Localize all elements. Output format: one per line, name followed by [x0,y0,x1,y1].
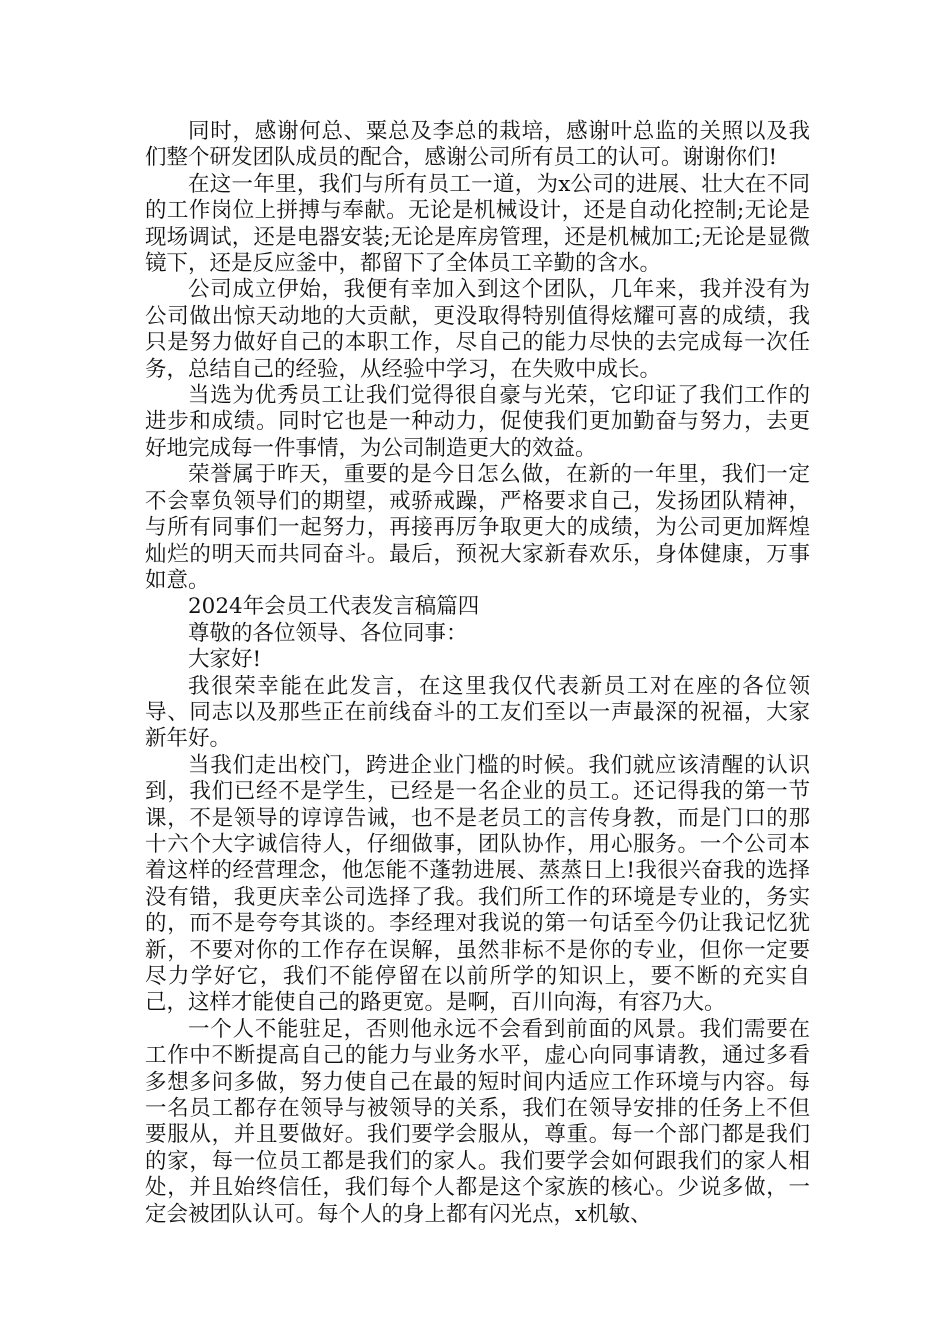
document-page [145,119,810,1228]
paragraph-keep-moving: 一个人不能驻足，否则他永远不会看到前面的风景。我们需要在工作中不断提高自己的能力与业务水平，虚心向同事请教，通过多看多想多问多做，努力使自己在最的短时间内适应工作环境与内容。每一名员工都存在领导与被领导的关系，我们在领导安排的任务上不但要服从，并且要做好。我们要学会服从，尊重。每一个部门都是我们的家，每一位员工都是我们的家人。我们要学会如何跟我们的家人相处，并且始终信任，我们每个人都是这个家族的核心。少说多做，一定会被团队认可。每个人的身上都有闪光点，x机敏、 [145,1016,810,1227]
paragraph-thanks: 同时，感谢何总、粟总及李总的栽培，感谢叶总监的关照以及我们整个研发团队成员的配合，感谢公司所有员工的认可。谢谢你们! [145,119,810,171]
paragraph-leaving-school: 当我们走出校门，跨进企业门槛的时候。我们就应该清醒的认识到，我们已经不是学生，已经是一名企业的员工。还记得我的第一节课，不是领导的谆谆告诫，也不是老员工的言传身教，而是门口的那十六个大字诚信待人，仔细做事，团队协作，用心服务。一个公司本着这样的经营理念，他怎能不蓬勃进展、蒸蒸日上!我很兴奋我的选择没有错，我更庆幸公司选择了我。我们所工作的环境是专业的，务实的，而不是夸夸其谈的。李经理对我说的第一句话至今仍让我记忆犹新，不要对你的工作存在误解，虽然非标不是你的专业，但你一定要尽力学好它，我们不能停留在以前所学的知识上，要不断的充实自己，这样才能使自己的路更宽。是啊，百川向海，有容乃大。 [145,752,810,1016]
section-heading: 2024年会员工代表发言稿篇四 [188,594,480,620]
paragraph-honored-to-speak: 我很荣幸能在此发言，在这里我仅代表新员工对在座的各位领导、同志以及那些正在前线奋斗的工友们至以一声最深的祝福，大家新年好。 [145,673,810,752]
salutation: 尊敬的各位领导、各位同事： [188,620,468,646]
greeting: 大家好! [188,647,262,673]
paragraph-this-year: 在这一年里，我们与所有员工一道，为x公司的进展、壮大在不同的工作岗位上拼搏与奉献。无论是机械设计，还是自动化控制;无论是现场调试，还是电器安装;无论是库房管理，还是机械加工;无论是显微镜下，还是反应釜中，都留下了全体员工辛勤的含水。 [145,171,810,277]
paragraph-excellent-employee: 当选为优秀员工让我们觉得很自豪与光荣，它印证了我们工作的进步和成绩。同时它也是一种动力，促使我们更加勤奋与努力，去更好地完成每一件事情，为公司制造更大的效益。 [145,383,810,461]
paragraph-honor: 荣誉属于昨天，重要的是今日怎么做，在新的一年里，我们一定不会辜负领导们的期望，戒骄戒躁，严格要求自己，发扬团队精神，与所有同事们一起努力，再接再厉争取更大的成绩，为公司更加辉煌灿烂的明天而共同奋斗。最后，预祝大家新春欢乐，身体健康，万事如意。 [145,462,810,593]
paragraph-joined-company: 公司成立伊始，我便有幸加入到这个团队，几年来，我并没有为公司做出惊天动地的大贡献，更没取得特别值得炫耀可喜的成绩，我只是努力做好自己的本职工作，尽自己的能力尽快的去完成每一次任务，总结自己的经验，从经验中学习，在失败中成长。 [145,277,810,382]
